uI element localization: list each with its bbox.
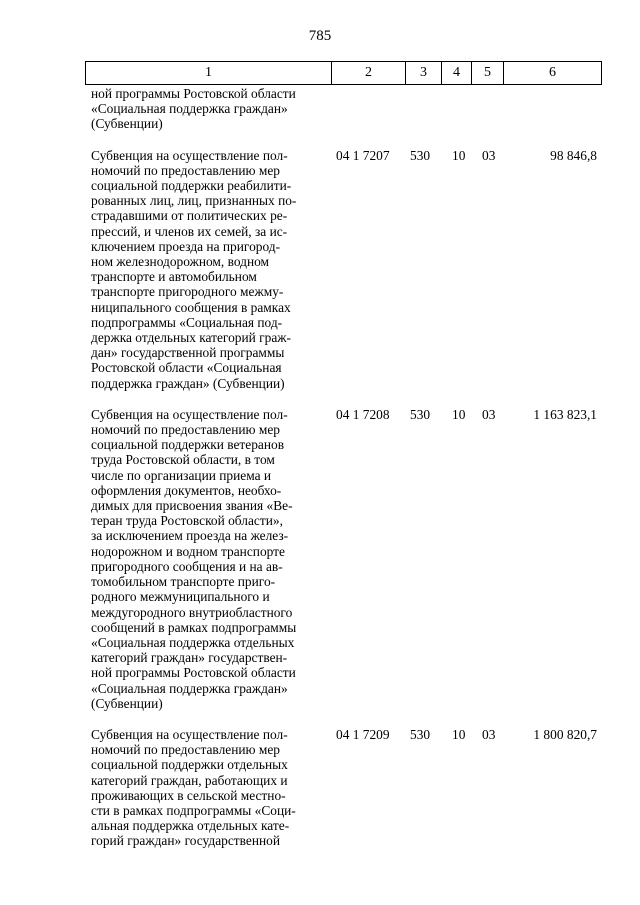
table-body [85, 86, 601, 849]
row-description: ной программы Ростовской области «Социальная поддержка граждан» (Субвенции) [91, 86, 296, 132]
row-description: Субвенция на осуществление пол- номочий по предоставлению мер социальной поддержки отдельных категорий граждан, работающих и проживающих в сельской местно- сти в рамках подпрограммы «Соци- альная поддержка отдельных кате- горий граждан» государственной [91, 726, 296, 849]
header-col-1: 1 [86, 62, 332, 85]
row-subsection: 03 [482, 726, 496, 742]
row-description: Субвенция на осуществление пол- номочий по предоставлению мер социальной поддержки ветеранов труда Ростовской области, в том числе по организации приема и оформления документов, необхо- димых для присвоения звания «Ве- теран труда Ростовской области», за исключением проезда на желез- нодорожном и водном транспорте пригородного сообщения и на ав- томобильном транспорте приго- родного межмуниципального и междугородного внутриобластного сообщений в рамках подпрограммы «Социальная поддержка отдельных категорий граждан» государствен- ной программы Ростовской области «Социальная поддержка граждан» (Субвенции) [91, 406, 297, 711]
row-target-code: 04 1 7207 [336, 147, 390, 163]
row-sum: 1 163 823,1 [533, 406, 597, 422]
row-target-code: 04 1 7208 [336, 406, 390, 422]
row-section: 10 [452, 726, 466, 742]
table-row [85, 727, 601, 849]
header-col-2: 2 [332, 62, 406, 85]
header-col-4: 4 [442, 62, 472, 85]
row-subsection: 03 [482, 406, 496, 422]
header-col-6: 6 [504, 62, 602, 85]
header-col-3: 3 [406, 62, 442, 85]
row-subsection: 03 [482, 147, 496, 163]
row-target-code: 04 1 7209 [336, 726, 390, 742]
row-sum: 1 800 820,7 [533, 726, 597, 742]
row-sum: 98 846,8 [550, 147, 597, 163]
row-description: Субвенция на осуществление пол- номочий по предоставлению мер социальной поддержки реабилити- рованных лиц, лиц, признанных по- страдавшими от политических ре- прессий, и членов их семей, за ис- ключением проезда на пригород- ном железнодорожном, водном транспорте и автомобильном транспорте пригородного межму- ниципального сообщения в рамках подпрограммы «Социальная под- держка отдельных категорий граж- дан» государственной программы Ростовской области «Социальная поддержка граждан» (Субвенции) [91, 147, 297, 391]
table-row [85, 407, 601, 711]
header-col-5: 5 [472, 62, 504, 85]
page-number: 785 [308, 28, 332, 44]
row-expense-type: 530 [410, 147, 431, 163]
table-row [85, 86, 601, 132]
row-section: 10 [452, 406, 466, 422]
row-expense-type: 530 [410, 726, 431, 742]
row-expense-type: 530 [410, 406, 431, 422]
table-header [85, 61, 602, 85]
table-row [85, 148, 601, 391]
row-section: 10 [452, 147, 466, 163]
